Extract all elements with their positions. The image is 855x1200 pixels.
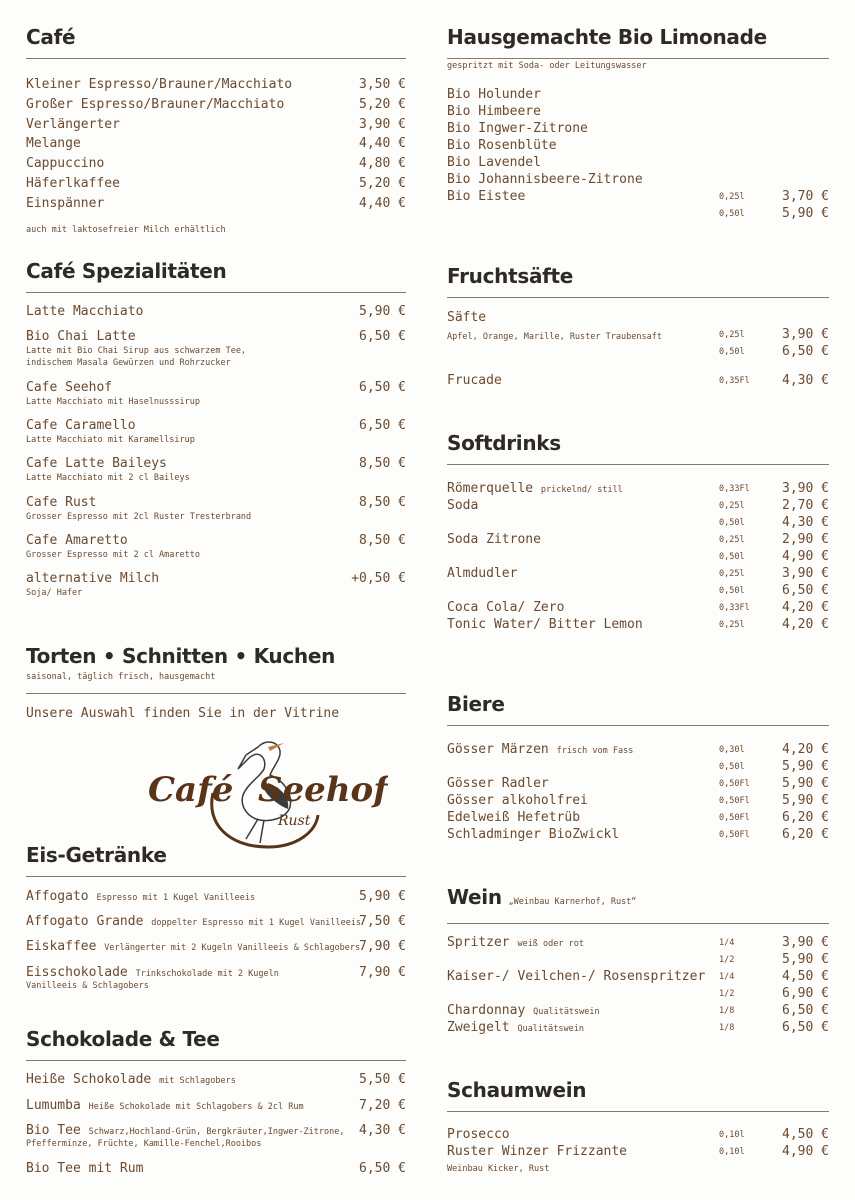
item-price: 6,50 € [782, 1020, 829, 1035]
section-schaumwein [447, 1077, 829, 1112]
item-name: Spritzer [447, 935, 510, 950]
divider [447, 464, 829, 465]
item-name: Bio Lavendel [447, 155, 541, 170]
item-size: 1/4 [719, 972, 735, 982]
section-spezialitaeten [26, 258, 406, 293]
item-description: Latte Macchiato mit 2 cl Baileys [26, 473, 190, 483]
item-note: mit Schlagobers [159, 1076, 236, 1086]
item-name: Gösser alkoholfrei [447, 793, 588, 808]
item-price: 6,20 € [782, 810, 829, 825]
item-name: Chardonnay [447, 1003, 526, 1018]
item-name: Cafe Latte Baileys [26, 456, 167, 471]
item-name: Tonic Water/ Bitter Lemon [447, 617, 643, 632]
section-schokolade-tee [26, 1026, 406, 1061]
item-note: Qualitätswein [517, 1024, 584, 1034]
item-price: 7,20 € [359, 1098, 406, 1113]
divider [26, 58, 406, 59]
divider [447, 58, 829, 59]
item-name: Bio Eistee [447, 189, 526, 204]
item-price: 4,30 € [359, 1123, 406, 1138]
footnote: auch mit laktosefreier Milch erhältlich [26, 225, 226, 235]
item-price: 6,90 € [782, 986, 829, 1001]
item-size: 0,33Fl [719, 603, 750, 613]
item-note: Apfel, Orange, Marille, Ruster Traubensaft [447, 332, 662, 342]
item-description: Soja/ Hafer [26, 588, 83, 598]
item-size: 1/2 [719, 989, 735, 999]
item-size: 1/2 [719, 955, 735, 965]
item-price: 5,90 € [782, 952, 829, 967]
item-price: 6,50 € [359, 380, 406, 395]
item-name: Zweigelt [447, 1020, 510, 1035]
item-size: 0,25l [719, 535, 745, 545]
item-size: 0,50l [719, 518, 745, 528]
item-price: 2,70 € [782, 498, 829, 513]
logo-word-seehof: Seehof [258, 770, 388, 810]
item-price: 6,50 € [782, 583, 829, 598]
item-name: Eisschokolade [26, 965, 128, 980]
item-price: 5,20 € [359, 97, 406, 112]
section-subtitle: gespritzt mit Soda- oder Leitungswasser [447, 61, 647, 71]
item-size: 0,10l [719, 1130, 745, 1140]
item-size: 0,25l [719, 192, 745, 202]
item-name: Ruster Winzer Frizzante [447, 1144, 628, 1159]
item-note: prickelnd/ still [540, 485, 623, 495]
item-note: doppelter Espresso mit 1 Kugel Vanilleeis [151, 918, 362, 928]
item-size: 0,50Fl [719, 796, 750, 806]
item-note: frisch vom Fass [556, 746, 634, 756]
item-price: 8,50 € [359, 533, 406, 548]
item-name: Latte Macchiato [26, 304, 144, 319]
item-note: Espresso mit 1 Kugel Vanilleeis [96, 893, 256, 903]
item-size: 0,50Fl [719, 813, 750, 823]
divider [447, 297, 829, 298]
section-title: Wein [447, 885, 502, 909]
item-description: Grosser Espresso mit 2cl Ruster Tresterbrand [26, 512, 252, 522]
item-name: Häferlkaffee [26, 176, 120, 191]
item-size: 1/4 [719, 938, 735, 948]
item-price: 3,50 € [359, 77, 406, 92]
item-name: Gösser Radler [447, 776, 549, 791]
item-name: Großer Espresso/Brauner/Macchiato [26, 97, 285, 112]
item-price: 4,30 € [782, 373, 829, 388]
item-price: 6,50 € [782, 344, 829, 359]
item-name: Cafe Seehof [26, 380, 113, 395]
item-price: 5,90 € [782, 759, 829, 774]
item-size: 0,35Fl [719, 376, 750, 386]
item-name: Affogato [26, 889, 89, 904]
item-price: +0,50 € [351, 571, 406, 586]
item-size: 0,10l [719, 1147, 745, 1157]
item-price: 5,90 € [782, 206, 829, 221]
item-price: 6,50 € [782, 1003, 829, 1018]
item-name: Affogato Grande [26, 914, 144, 929]
item-price: 4,30 € [782, 515, 829, 530]
item-name: Frucade [447, 373, 502, 388]
section-cafe [26, 24, 406, 59]
vitrine-text: Unsere Auswahl finden Sie in der Vitrine [26, 706, 340, 721]
section-title: Schaumwein [447, 1078, 587, 1102]
item-price: 2,90 € [782, 532, 829, 547]
divider [26, 292, 406, 293]
item-name: Cappuccino [26, 156, 105, 171]
item-name: Edelweiß Hefetrüb [447, 810, 581, 825]
item-price: 3,70 € [782, 189, 829, 204]
item-price: 4,50 € [782, 1127, 829, 1142]
section-subtitle: „Weinbau Karnerhof, Rust“ [508, 897, 637, 907]
item-name: Prosecco [447, 1127, 510, 1142]
item-name: Bio Holunder [447, 87, 541, 102]
item-name: Bio Tee [26, 1123, 81, 1138]
item-price: 3,90 € [782, 566, 829, 581]
item-name: Kaiser-/ Veilchen-/ Rosenspritzer [447, 969, 706, 984]
item-name: Bio Tee mit Rum [26, 1161, 144, 1176]
section-title: Softdrinks [447, 431, 561, 455]
section-title: Eis-Getränke [26, 843, 167, 867]
section-title: Fruchtsäfte [447, 264, 574, 288]
item-price: 7,90 € [359, 939, 406, 954]
item-size: 0,50l [719, 209, 745, 219]
logo-word-rust: Rust [278, 813, 311, 829]
section-title: Biere [447, 692, 505, 716]
section-torten [26, 643, 406, 694]
item-name: Almdudler [447, 566, 518, 581]
item-name: Bio Chai Latte [26, 329, 136, 344]
item-size: 0,50l [719, 552, 745, 562]
divider [447, 1111, 829, 1112]
section-title: Hausgemachte Bio Limonade [447, 25, 767, 49]
item-name: Verlängerter [26, 117, 120, 132]
item-price: 4,20 € [782, 742, 829, 757]
item-note: Trinkschokolade mit 2 Kugeln [135, 969, 279, 979]
section-biere [447, 691, 829, 726]
divider [447, 923, 829, 924]
item-price: 5,90 € [359, 304, 406, 319]
item-price: 8,50 € [359, 495, 406, 510]
item-name: Melange [26, 136, 81, 151]
logo-word-cafe: Café [148, 770, 234, 810]
divider [26, 693, 406, 694]
section-subtitle: saisonal, täglich frisch, hausgemacht [26, 672, 216, 682]
item-note: Verlängerter mit 2 Kugeln Vanilleeis & Schlagobers [104, 943, 361, 953]
item-name: Eiskaffee [26, 939, 97, 954]
item-price: 6,20 € [782, 827, 829, 842]
item-price: 4,40 € [359, 196, 406, 211]
item-size: 0,33Fl [719, 484, 750, 494]
item-price: 6,50 € [359, 418, 406, 433]
item-size: 0,50Fl [719, 779, 750, 789]
item-price: 5,20 € [359, 176, 406, 191]
item-description: Vanilleeis & Schlagobers [26, 981, 149, 991]
item-price: 7,50 € [359, 914, 406, 929]
item-size: 0,30l [719, 745, 745, 755]
item-name: Bio Rosenblüte [447, 138, 557, 153]
section-softdrinks [447, 430, 829, 465]
item-name: Gösser Märzen [447, 742, 549, 757]
item-price: 5,90 € [782, 793, 829, 808]
item-name: Bio Himbeere [447, 104, 541, 119]
section-title: Café Spezialitäten [26, 259, 227, 283]
item-note: Qualitätswein [533, 1007, 600, 1017]
item-name: alternative Milch [26, 571, 160, 586]
item-name: Cafe Amaretto [26, 533, 128, 548]
item-name: Einspänner [26, 196, 105, 211]
item-name: Bio Ingwer-Zitrone [447, 121, 588, 136]
item-size: 0,50l [719, 347, 745, 357]
item-description: Latte Macchiato mit Haselnusssirup [26, 397, 200, 407]
item-price: 4,90 € [782, 1144, 829, 1159]
item-name: Soda Zitrone [447, 532, 541, 547]
item-name: Coca Cola/ Zero [447, 600, 565, 615]
item-price: 3,90 € [782, 481, 829, 496]
item-price: 3,90 € [782, 327, 829, 342]
cafe-seehof-logo [118, 735, 388, 855]
section-wein [447, 884, 829, 924]
item-price: 8,50 € [359, 456, 406, 471]
item-name: Cafe Rust [26, 495, 97, 510]
section-fruchtsaefte [447, 263, 829, 298]
footnote: Weinbau Kicker, Rust [447, 1164, 550, 1174]
section-title: Schokolade & Tee [26, 1027, 220, 1051]
item-name: Cafe Caramello [26, 418, 136, 433]
item-price: 5,90 € [359, 889, 406, 904]
item-name: Kleiner Espresso/Brauner/Macchiato [26, 77, 293, 92]
item-price: 3,90 € [782, 935, 829, 950]
item-size: 0,25l [719, 330, 745, 340]
item-name: Säfte [447, 310, 487, 325]
divider [26, 876, 406, 877]
item-description: Latte Macchiato mit Karamellsirup [26, 435, 195, 445]
item-name: Soda [447, 498, 479, 513]
item-price: 4,50 € [782, 969, 829, 984]
item-name: Römerquelle [447, 481, 534, 496]
item-price: 4,90 € [782, 549, 829, 564]
divider [26, 1060, 406, 1061]
item-price: 4,80 € [359, 156, 406, 171]
item-price: 6,50 € [359, 329, 406, 344]
item-price: 4,20 € [782, 600, 829, 615]
item-size: 1/8 [719, 1006, 735, 1016]
section-title: Café [26, 25, 76, 49]
item-size: 0,50l [719, 762, 745, 772]
section-limonade [447, 24, 829, 59]
item-price: 3,90 € [359, 117, 406, 132]
divider [447, 725, 829, 726]
item-price: 5,50 € [359, 1072, 406, 1087]
item-size: 0,50Fl [719, 830, 750, 840]
item-price: 4,20 € [782, 617, 829, 632]
item-description: Grosser Espresso mit 2 cl Amaretto [26, 550, 200, 560]
item-price: 7,90 € [359, 965, 406, 980]
item-size: 1/8 [719, 1023, 735, 1033]
item-size: 0,25l [719, 501, 745, 511]
item-note: Heiße Schokolade mit Schlagobers & 2cl Rum [88, 1102, 304, 1112]
item-name: Heiße Schokolade [26, 1072, 152, 1087]
section-title: Torten • Schnitten • Kuchen [26, 644, 336, 668]
item-note: Schwarz,Hochland-Grün, Bergkräuter,Ingwer-Zitrone, [88, 1127, 345, 1137]
item-name: Schladminger BioZwickl [447, 827, 620, 842]
item-note: weiß oder rot [517, 939, 584, 949]
item-description: Pfefferminze, Früchte, Kamille-Fenchel,Rooibos [26, 1139, 262, 1149]
item-size: 0,25l [719, 620, 745, 630]
item-size: 0,50l [719, 586, 745, 596]
item-price: 6,50 € [359, 1161, 406, 1176]
item-name: Lumumba [26, 1098, 81, 1113]
item-size: 0,25l [719, 569, 745, 579]
item-price: 4,40 € [359, 136, 406, 151]
item-description: Latte mit Bio Chai Sirup aus schwarzem Tee, indischem Masala Gewürzen und Rohrzucker [26, 346, 247, 368]
item-name: Bio Johannisbeere-Zitrone [447, 172, 643, 187]
item-price: 5,90 € [782, 776, 829, 791]
